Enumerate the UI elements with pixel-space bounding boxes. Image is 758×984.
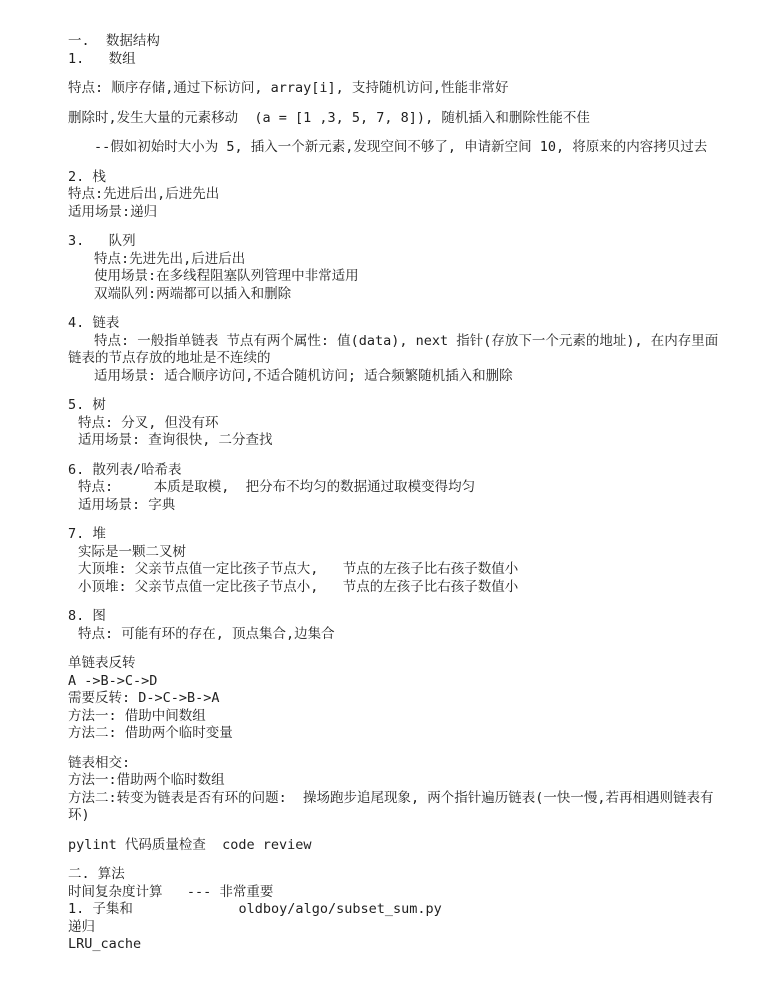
blank-line xyxy=(68,514,718,526)
text-line: 4. 链表 xyxy=(68,315,120,331)
text-line: 8. 图 xyxy=(68,608,106,624)
text-line: 7. 堆 xyxy=(68,526,106,542)
blank-line xyxy=(68,743,718,755)
text-line: 方法一: 借助中间数组 xyxy=(68,707,206,724)
blank-line xyxy=(68,68,718,80)
text-line: 1. 子集和 oldboy/algo/subset_sum.py xyxy=(68,901,442,917)
text-line: 删除时,发生大量的元素移动 (a = [1 ,3, 5, 7, 8]), 随机插入和删除性能不佳 xyxy=(68,109,590,126)
text-line: 环) xyxy=(68,807,90,823)
text-line: 大顶堆: 父亲节点值一定比孩子节点大, 节点的左孩子比右孩子数值小 xyxy=(78,561,519,577)
text-line: 适用场景:递归 xyxy=(68,203,158,220)
text-line: 实际是一颗二叉树 xyxy=(78,543,186,560)
blank-line xyxy=(68,854,718,866)
text-line: LRU_cache xyxy=(68,936,142,952)
text-line: 特点:先进后出,后进先出 xyxy=(68,186,220,202)
text-line: 特点:先进先出,后进后出 xyxy=(94,250,246,267)
text-line: 1. 数组 xyxy=(68,50,136,67)
document-text xyxy=(68,33,718,954)
blank-line xyxy=(68,221,718,233)
text-line: 特点: 顺序存储,通过下标访问, array[i], 支持随机访问,性能非常好 xyxy=(68,80,509,96)
text-line: 时间复杂度计算 --- 非常重要 xyxy=(68,883,274,900)
text-line: 方法二:转变为链表是否有环的问题: 操场跑步追尾现象, 两个指针遍历链表(一快一慢,若再相遇则链表有 xyxy=(68,789,714,806)
text-line: 特点: 分叉, 但没有环 xyxy=(78,414,219,431)
text-line: 方法一:借助两个临时数组 xyxy=(68,772,225,788)
text-line: 特点: 本质是取模, 把分布不均匀的数据通过取模变得均匀 xyxy=(78,479,476,495)
blank-line xyxy=(68,157,718,169)
blank-line xyxy=(68,98,718,110)
text-line: 链表的节点存放的地址是不连续的 xyxy=(68,350,271,366)
blank-line xyxy=(68,825,718,837)
blank-line xyxy=(68,385,718,397)
blank-line xyxy=(68,643,718,655)
blank-line xyxy=(68,127,718,139)
text-line: 适用场景: 适合顺序访问,不适合随机访问; 适合频繁随机插入和删除 xyxy=(94,367,513,384)
text-line: 一. 数据结构 xyxy=(68,33,160,49)
blank-line xyxy=(68,596,718,608)
text-line: 特点: 可能有环的存在, 顶点集合,边集合 xyxy=(78,625,335,642)
text-line: 使用场景:在多线程阻塞队列管理中非常适用 xyxy=(94,268,359,284)
blank-line xyxy=(68,450,718,462)
text-line: 二. 算法 xyxy=(68,866,125,882)
text-line: 递归 xyxy=(68,918,95,935)
text-line: 特点: 一般指单链表 节点有两个属性: 值(data), next 指针(存放下一个元素的地址), 在内存里面 xyxy=(94,332,719,349)
text-line: 适用场景: 查询很快, 二分查找 xyxy=(78,432,273,448)
text-line: --假如初始时大小为 5, 插入一个新元素,发现空间不够了, 申请新空间 10, 将原来的内容拷贝过去 xyxy=(94,139,708,155)
text-line: pylint 代码质量检查 code review xyxy=(68,836,312,853)
text-line: 单链表反转 xyxy=(68,655,136,671)
text-line: 适用场景: 字典 xyxy=(78,496,176,513)
blank-line xyxy=(68,303,718,315)
text-line: A ->B->C->D xyxy=(68,672,158,689)
text-line: 小顶堆: 父亲节点值一定比孩子节点小, 节点的左孩子比右孩子数值小 xyxy=(78,578,519,595)
text-line: 双端队列:两端都可以插入和删除 xyxy=(94,285,292,302)
text-line: 3. 队列 xyxy=(68,233,136,249)
text-line: 6. 散列表/哈希表 xyxy=(68,461,182,478)
text-line: 需要反转: D->C->B->A xyxy=(68,690,220,706)
text-line: 方法二: 借助两个临时变量 xyxy=(68,725,233,741)
text-line: 5. 树 xyxy=(68,397,106,413)
text-line: 2. 栈 xyxy=(68,168,106,185)
text-line: 链表相交: xyxy=(68,754,131,771)
